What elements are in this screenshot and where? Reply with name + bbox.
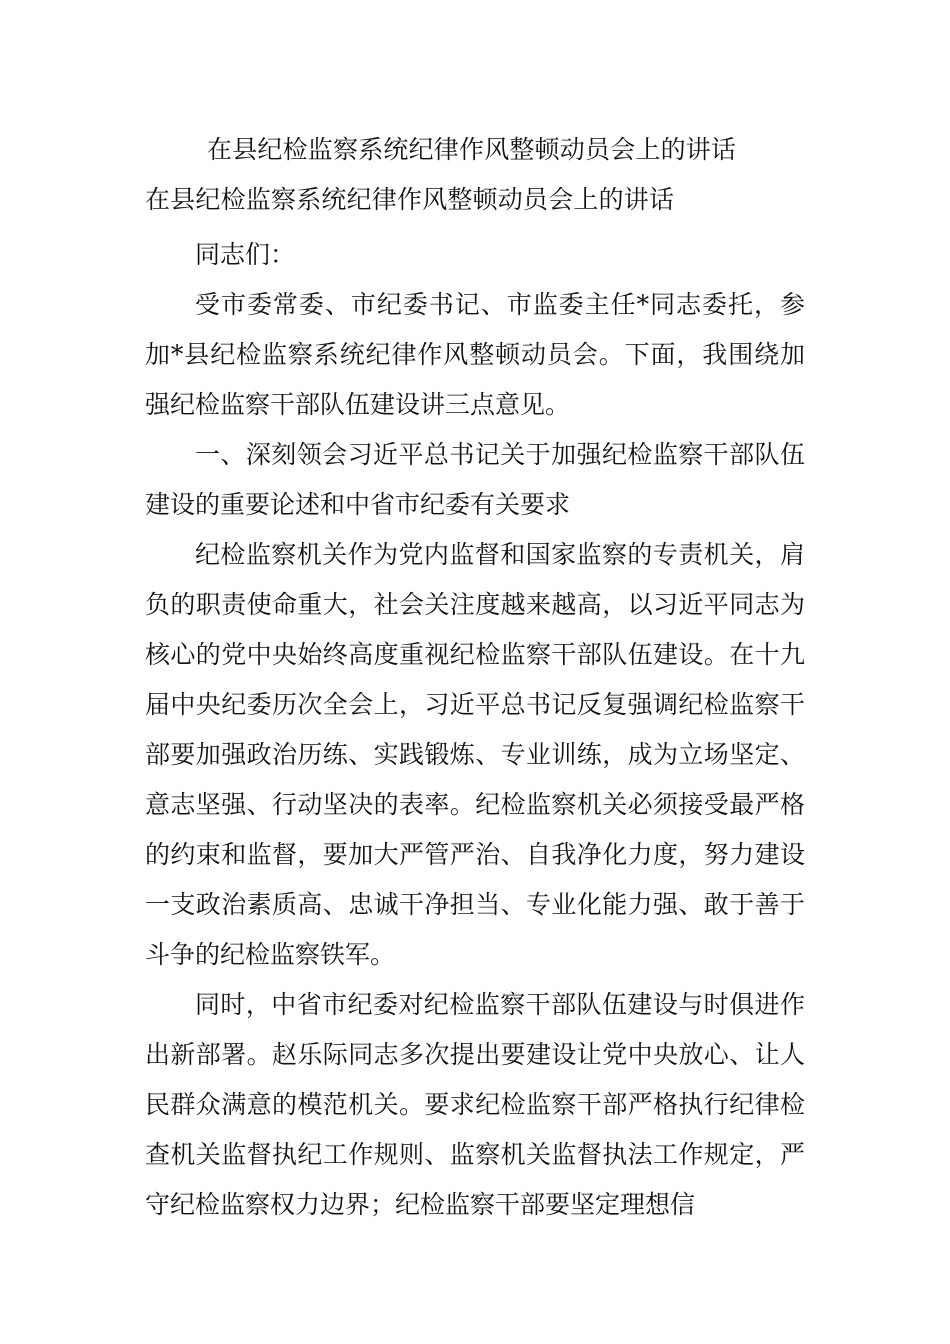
paragraph-body-1: 纪检监察机关作为党内监督和国家监察的专责机关，肩负的职责使命重大，社会关注度越来越高，以习近平同志为核心的党中央始终高度重视纪检监察干部队伍建设。在十九届中央纪委历次全会上，习近平总书记反复强调纪检监察干部要加强政治历练、实践锻炼、专业训练，成为立场坚定、意志坚强、行动坚决的表率。纪检监察机关必须接受最严格的约束和监督，要加大严管严治、自我净化力度，努力建设一支政治素质高、忠诚干净担当、专业化能力强、敢于善于斗争的纪检监察铁军。 bbox=[145, 540, 805, 969]
section-heading-1: 一、深刻领会习近平总书记关于加强纪检监察干部队伍建设的重要论述和中省市纪委有关要求 bbox=[145, 440, 805, 519]
document-subtitle: 在县纪检监察系统纪律作风整顿动员会上的讲话 bbox=[145, 185, 675, 214]
document-body bbox=[145, 230, 805, 1230]
paragraph-intro: 受市委常委、市纪委书记、市监委主任*同志委托，参加*县纪检监察系统纪律作风整顿动员会。下面，我围绕加强纪检监察干部队伍建设讲三点意见。 bbox=[145, 290, 805, 419]
salutation: 同志们： bbox=[195, 240, 296, 269]
document-title: 在县纪检监察系统纪律作风整顿动员会上的讲话 bbox=[207, 135, 737, 164]
paragraph-body-2: 同时，中省市纪委对纪检监察干部队伍建设与时俱进作出新部署。赵乐际同志多次提出要建设让党中央放心、让人民群众满意的模范机关。要求纪检监察干部严格执行纪律检查机关监督执纪工作规则、监察机关监督执法工作规定，严守纪检监察权力边界；纪检监察干部要坚定理想信 bbox=[145, 990, 805, 1219]
